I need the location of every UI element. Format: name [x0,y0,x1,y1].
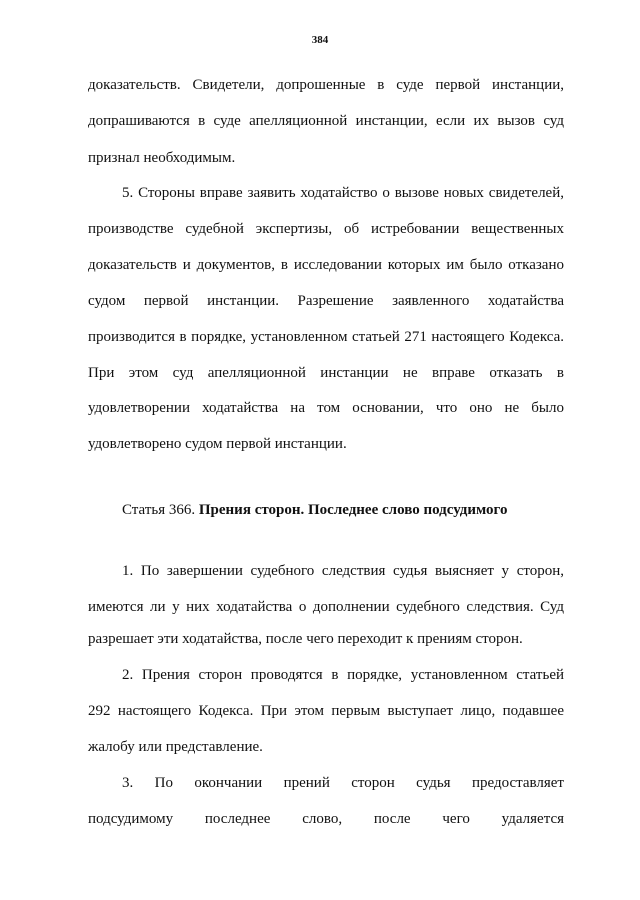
text-line: производстве судебной экспертизы, об истребовании вещественных [88,221,564,237]
article-title: Прения сторон. Последнее слово подсудимого [198,502,508,518]
text-line: судом первой инстанции. Разрешение заявленного ходатайства [88,293,564,309]
text-line: 3. По окончании прений сторон судья предоставляет [122,775,564,791]
text-line: допрашиваются в суде апелляционной инстанции, если их вызов суд [88,113,564,129]
text-line: удовлетворено судом первой инстанции. [88,436,347,452]
text-line: доказательств и документов, в исследовании которых им было отказано [88,257,564,273]
text-line: имеются ли у них ходатайства о дополнении судебного следствия. Суд [88,599,564,615]
text-line: При этом суд апелляционной инстанции не вправе отказать в [88,365,564,381]
text-line: 5. Стороны вправе заявить ходатайство о вызове новых свидетелей, [122,185,564,201]
article-heading [122,501,507,519]
text-line: 292 настоящего Кодекса. При этом первым выступает лицо, подавшее [88,703,564,719]
text-line: удовлетворении ходатайства на том основании, что оно не было [88,400,564,416]
text-line: жалобу или представление. [88,739,263,755]
article-number: Статья 366. [122,502,196,518]
text-line: доказательств. Свидетели, допрошенные в суде первой инстанции, [88,77,564,93]
text-line: разрешает эти ходатайства, после чего переходит к прениям сторон. [88,631,523,647]
page-number: 384 [311,34,329,46]
text-line: 2. Прения сторон проводятся в порядке, установленном статьей [122,667,564,683]
text-line: подсудимому последнее слово, после чего удаляется [88,811,564,827]
text-line: 1. По завершении судебного следствия судья выясняет у сторон, [122,563,564,579]
text-line: производится в порядке, установленном статьей 271 настоящего Кодекса. [88,329,564,345]
text-line: признал необходимым. [88,150,236,166]
